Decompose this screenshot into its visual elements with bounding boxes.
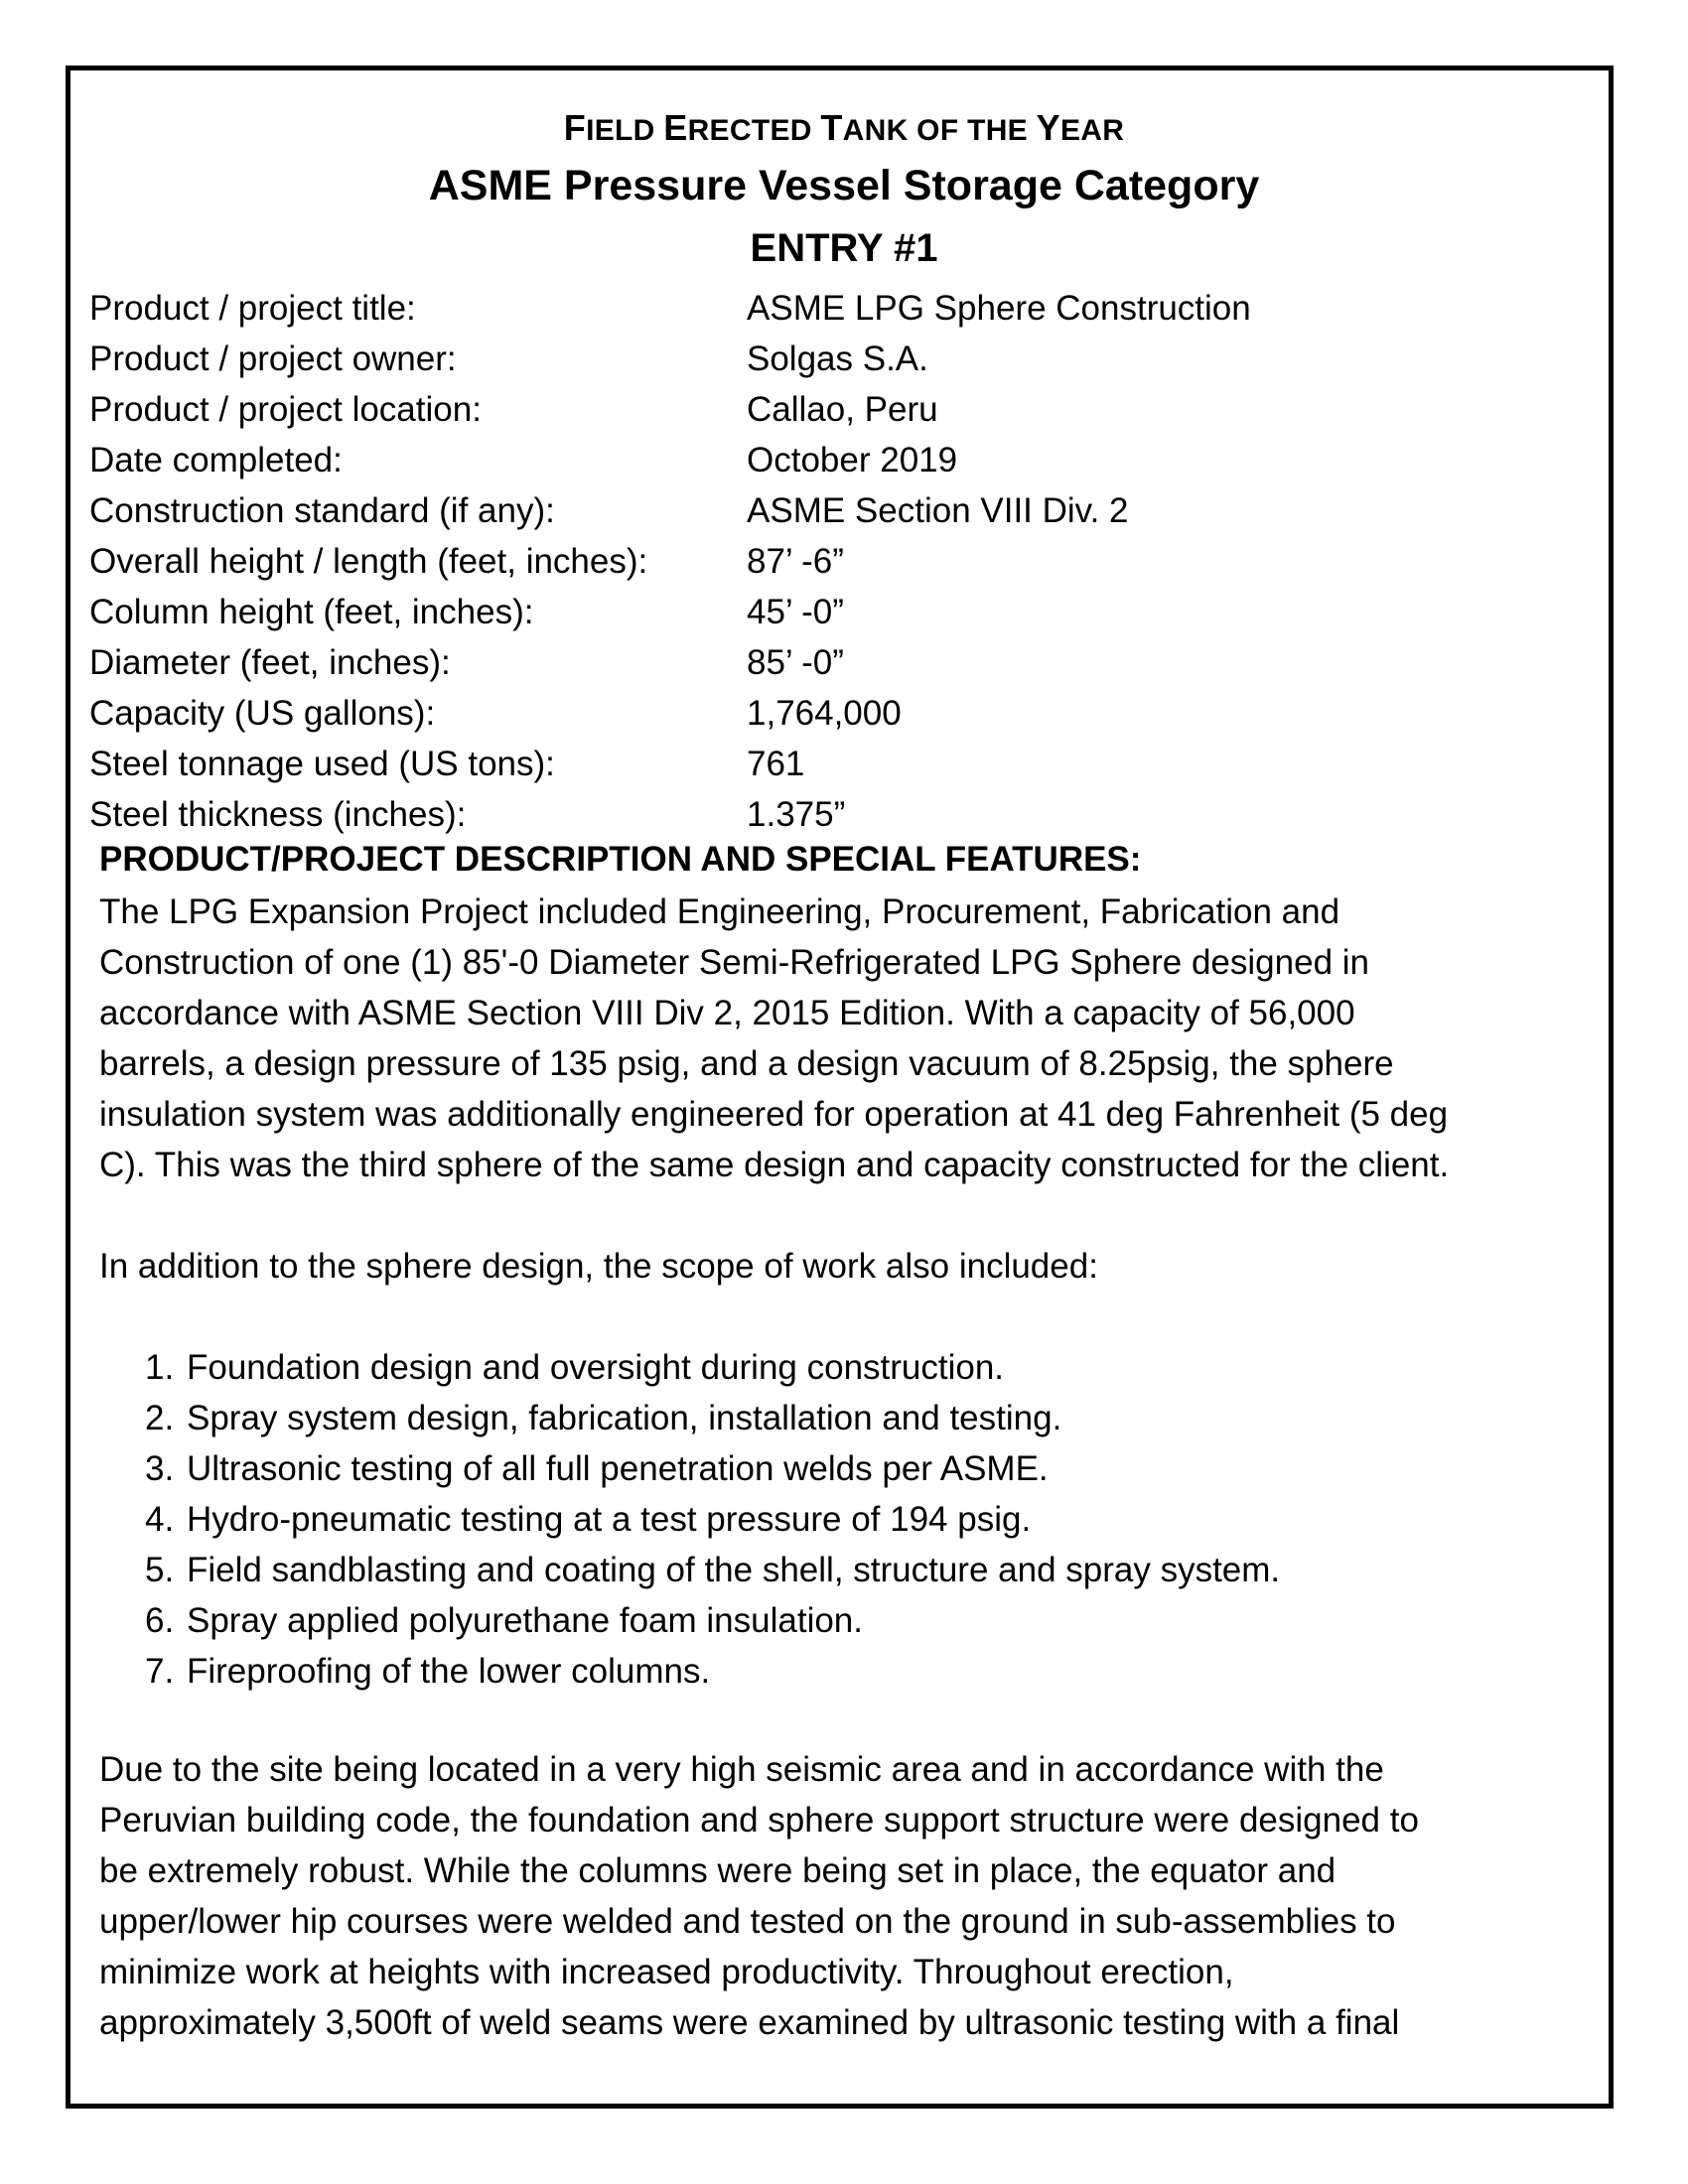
list-number: 2. [145, 1399, 175, 1437]
award-title-part: F [563, 107, 587, 148]
award-title-part: E [663, 107, 688, 148]
spec-value: ASME Section VIII Div. 2 [747, 491, 1129, 530]
award-title-part: T [820, 107, 843, 148]
paragraph-line: barrels, a design pressure of 135 psig, and a design vacuum of 8.25psig, the sphere [99, 1044, 1394, 1083]
spec-value: October 2019 [747, 441, 958, 479]
scope-list [145, 1342, 1280, 1697]
list-number: 7. [145, 1652, 175, 1691]
spec-row [89, 637, 1559, 688]
spec-row [89, 283, 1559, 334]
spec-value: 85’ -0” [747, 643, 844, 682]
list-item [145, 1443, 1280, 1494]
award-title-part: IELD [586, 114, 664, 147]
paragraph-line: insulation system was additionally engineered for operation at 41 deg Fahrenheit (5 deg [99, 1095, 1449, 1134]
list-number: 1. [145, 1348, 175, 1387]
spec-row [89, 536, 1559, 587]
list-number: 5. [145, 1551, 175, 1589]
spec-value: 1.375” [747, 795, 846, 834]
list-item [145, 1545, 1280, 1595]
spec-row [89, 384, 1559, 435]
spec-label: Date completed: [89, 441, 343, 479]
paragraph-line: approximately 3,500ft of weld seams were examined by ultrasonic testing with a final [99, 2003, 1400, 2042]
paragraph-line: Peruvian building code, the foundation and sphere support structure were designed to [99, 1801, 1419, 1840]
list-text: Spray system design, fabrication, installation and testing. [187, 1399, 1062, 1437]
description-paragraph [99, 887, 1589, 1190]
paragraph-line: minimize work at heights with increased productivity. Throughout erection, [99, 1953, 1234, 1991]
spec-label: Product / project owner: [89, 340, 457, 378]
description-heading: PRODUCT/PROJECT DESCRIPTION AND SPECIAL FEATURES: [99, 840, 1142, 879]
paragraph-line: Construction of one (1) 85'-0 Diameter Semi-Refrigerated LPG Sphere designed in [99, 943, 1370, 982]
spec-value: 761 [747, 745, 805, 783]
spec-label: Product / project location: [89, 390, 482, 429]
spec-label: Steel tonnage used (US tons): [89, 745, 555, 783]
spec-row [89, 587, 1559, 637]
spec-label: Diameter (feet, inches): [89, 643, 451, 682]
list-number: 6. [145, 1601, 175, 1640]
list-number: 3. [145, 1449, 175, 1488]
paragraph-line: C). This was the third sphere of the same design and capacity constructed for the client. [99, 1146, 1450, 1184]
spec-value: 1,764,000 [747, 694, 902, 733]
spec-value: ASME LPG Sphere Construction [747, 289, 1251, 328]
list-item [145, 1595, 1280, 1646]
spec-label: Capacity (US gallons): [89, 694, 436, 733]
spec-row [89, 739, 1559, 789]
seismic-paragraph [99, 1744, 1589, 2048]
spec-row [89, 435, 1559, 485]
list-text: Spray applied polyurethane foam insulation. [187, 1601, 863, 1640]
spec-label: Overall height / length (feet, inches): [89, 542, 648, 581]
spec-value: 45’ -0” [747, 593, 844, 631]
scope-intro [99, 1241, 1589, 1292]
spec-label: Product / project title: [89, 289, 416, 328]
spec-label: Steel thickness (inches): [89, 795, 467, 834]
list-item [145, 1342, 1280, 1393]
specs-table [89, 283, 1559, 840]
award-title-part: Y [1036, 107, 1060, 148]
list-text: Ultrasonic testing of all full penetration welds per ASME. [187, 1449, 1049, 1488]
award-title [0, 107, 1688, 149]
list-text: Field sandblasting and coating of the shell, structure and spray system. [187, 1551, 1281, 1589]
award-title-part: ANK OF THE [842, 114, 1037, 147]
list-text: Fireproofing of the lower columns. [187, 1652, 711, 1691]
category-title: ASME Pressure Vessel Storage Category [428, 162, 1260, 209]
list-item [145, 1393, 1280, 1443]
spec-value: Callao, Peru [747, 390, 938, 429]
list-number: 4. [145, 1500, 175, 1539]
spec-value: Solgas S.A. [747, 340, 928, 378]
paragraph-line: upper/lower hip courses were welded and tested on the ground in sub-assemblies to [99, 1902, 1396, 1941]
spec-row [89, 485, 1559, 536]
list-text: Foundation design and oversight during construction. [187, 1348, 1005, 1387]
paragraph-line: be extremely robust. While the columns were being set in place, the equator and [99, 1851, 1336, 1890]
spec-row [89, 789, 1559, 840]
list-item [145, 1494, 1280, 1545]
paragraph-line: Due to the site being located in a very high seismic area and in accordance with the [99, 1750, 1384, 1789]
spec-label: Column height (feet, inches): [89, 593, 534, 631]
entry-number: ENTRY #1 [750, 226, 938, 270]
spec-value: 87’ -6” [747, 542, 844, 581]
paragraph-line: In addition to the sphere design, the scope of work also included: [99, 1247, 1098, 1286]
award-title-part: EAR [1059, 114, 1125, 147]
spec-row [89, 688, 1559, 739]
paragraph-line: accordance with ASME Section VIII Div 2, 2015 Edition. With a capacity of 56,000 [99, 994, 1355, 1032]
list-item [145, 1646, 1280, 1697]
spec-row [89, 334, 1559, 384]
award-title-part: RECTED [687, 114, 821, 147]
spec-label: Construction standard (if any): [89, 491, 555, 530]
paragraph-line: The LPG Expansion Project included Engineering, Procurement, Fabrication and [99, 892, 1340, 931]
list-text: Hydro-pneumatic testing at a test pressure of 194 psig. [187, 1500, 1032, 1539]
